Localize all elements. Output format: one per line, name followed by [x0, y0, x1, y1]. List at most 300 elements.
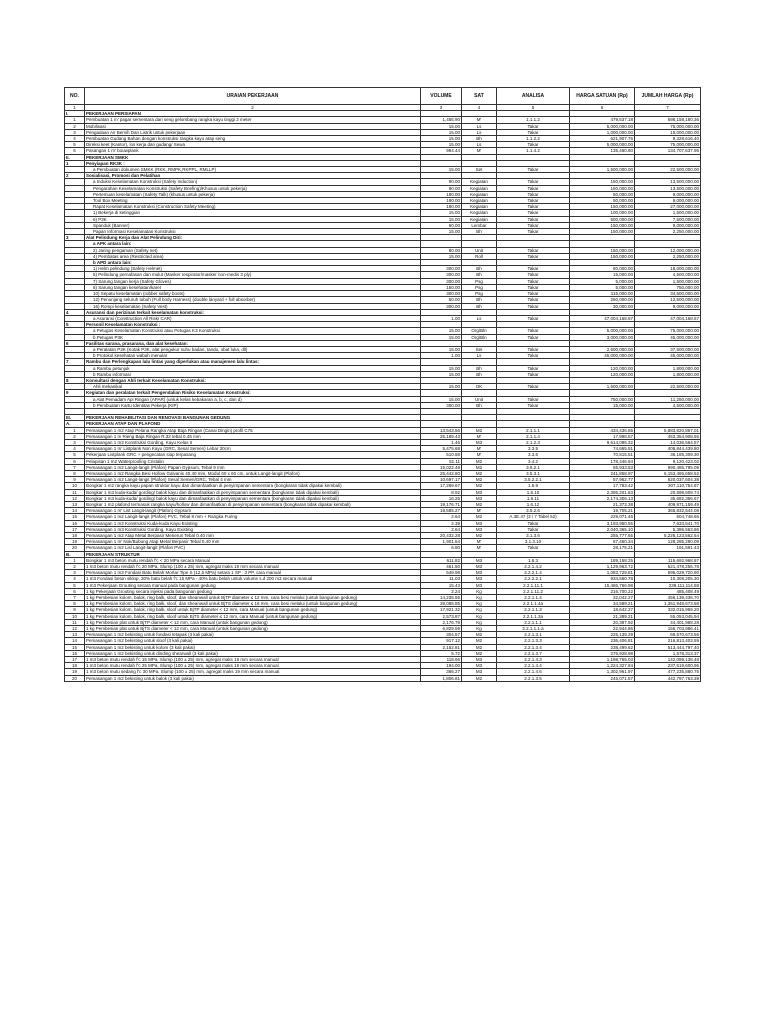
- cell-harga-satuan: 20,397.92: [570, 619, 635, 625]
- cell-uraian: 1 m3 beton mutu sedang f'c 30 MPa, Slump (100 ± 25) mm, agregat maks 19 mm secara manual: [85, 669, 421, 675]
- cell-jumlah-harga: 35,682,356.67: [635, 495, 701, 501]
- cell-volume: 5.72: [421, 650, 462, 656]
- cell-uraian: 6) P3K: [85, 216, 421, 222]
- cell-no: 14: [65, 638, 85, 644]
- cell-harga-satuan: 115,000.00: [570, 291, 635, 297]
- cell-volume: 50.00: [421, 297, 462, 303]
- cell-uraian: Pengadaan Air Bersih Dan Listrik untuk pekerjaan: [85, 129, 421, 135]
- cell-satuan: Kg: [462, 601, 497, 607]
- cell-analisa: Takar: [497, 198, 570, 204]
- cell-satuan: Ls: [462, 123, 497, 129]
- table-row: [65, 675, 701, 681]
- cell-uraian: Pemasangan 1 m2 Rangka Besi Hollow Galvanis 40.40 mm, Modul 60 x 60 cm, untuk Langit-langit (Plafon): [85, 470, 421, 476]
- cell-volume: 13,543.56: [421, 427, 462, 433]
- cell-satuan: Psg: [462, 278, 497, 284]
- cell-volume: 51.11: [421, 458, 462, 464]
- cell-volume: 10,697.17: [421, 477, 462, 483]
- cell-harga-satuan: 500,000.00: [570, 216, 635, 222]
- cell-jumlah-harga: 13,500,000.00: [635, 179, 701, 185]
- cell-satuan: Kegiatan: [462, 185, 497, 191]
- cell-satuan: M2: [462, 501, 497, 507]
- cell-analisa: Takar: [497, 272, 570, 278]
- cell-harga-satuan: 5,000,000.00: [570, 142, 635, 148]
- cell-satuan: Kegiatan: [462, 179, 497, 185]
- cell-uraian: Pemasangan 1 m3 Konstruksi Gording, Kayu Kelas II: [85, 439, 421, 445]
- cell-harga-satuan: 5,000,000.00: [570, 123, 635, 129]
- header-uraian: URAIAN PEKERJAAN: [85, 88, 421, 105]
- cell-no: 4: [65, 446, 85, 452]
- column-number: 4: [462, 105, 497, 111]
- cell-uraian: Direksi keet (Kantor), los kerja dan gudang/ Sewa: [85, 142, 421, 148]
- cell-harga-satuan: 18,642.27: [570, 607, 635, 613]
- cell-analisa: Takar: [497, 297, 570, 303]
- cell-volume: 80.00: [421, 247, 462, 253]
- cell-no: 2: [65, 173, 85, 179]
- cell-no: 20: [65, 675, 85, 681]
- cell-analisa: 2.2.1.3.1: [497, 632, 570, 638]
- cell-volume: 180.00: [421, 204, 462, 210]
- cell-jumlah-harga: 1,351,948,673.68: [635, 601, 701, 607]
- cell-jumlah-harga: 1,578,313.37: [635, 650, 701, 656]
- cell-volume: 15.00: [421, 365, 462, 371]
- cell-jumlah-harga: 365,832,544.08: [635, 508, 701, 514]
- cell-uraian: Pemasangan 1 m2 Atap Pelana Rangka Atap Baja Ringan (Canai Dingin) profil C75: [85, 427, 421, 433]
- cell-analisa: 2.2.1.3.3: [497, 638, 570, 644]
- cell-no: 3: [65, 439, 85, 445]
- cell-uraian: Pelapisan 1 m2 Waterproofing Cristalin: [85, 458, 421, 464]
- cell-uraian: 1 kg Pembesian kolom, balok, ring balk, sloof untuk BjTS diameter ≤ 12 mm, cara Manual (untuk bangunan gedung): [85, 613, 421, 619]
- cell-jumlah-harga: 27,000,000.00: [635, 204, 701, 210]
- column-number: 6: [570, 105, 635, 111]
- cell-jumlah-harga: 596,029,720.90: [635, 570, 701, 576]
- cell-harga-satuan: 19,705.21: [570, 508, 635, 514]
- header-sat: SAT: [462, 88, 497, 105]
- cell-uraian: 7) Sarung tangan kerja (Safety Gloves): [85, 278, 421, 284]
- cell-volume: 2,573.87: [421, 613, 462, 619]
- cell-harga-satuan: 5,000,000.00: [570, 328, 635, 334]
- cell-uraian: Bongkar 1 m3 kuda-kuda/ gording/ balok kayu dan dimanfaatkan di penyimpanan sementara (bongkaran tidak dipakai kembali): [85, 489, 421, 495]
- cell-no: 13: [65, 632, 85, 638]
- cell-volume: 20,432.28: [421, 533, 462, 539]
- cell-analisa: 2.2.2.2.1: [497, 576, 570, 582]
- cell-satuan: Kegiatan: [462, 204, 497, 210]
- cell-harga-satuan: 67,460.34: [570, 539, 635, 545]
- cell-harga-satuan: 135,460.80: [570, 148, 635, 154]
- cell-no: 3: [65, 129, 85, 135]
- cell-uraian: a Pembuatan dokumen SMKK (RKK, RMPK,RKPPL, RMLLP): [85, 167, 421, 173]
- cell-jumlah-harga: 11,250,000.00: [635, 396, 701, 402]
- cell-jumlah-harga: 9,328,616.40: [635, 136, 701, 142]
- cell-uraian: b Petugas P3K: [85, 334, 421, 340]
- cell-no: 1: [65, 557, 85, 563]
- cell-analisa: 2.2.1.1.1: [497, 619, 570, 625]
- table-header: [65, 88, 701, 111]
- cell-harga-satuan: 1,500,000.00: [570, 167, 635, 173]
- cell-jumlah-harga: 45,000,000.00: [635, 334, 701, 340]
- cell-no: III.: [65, 415, 85, 421]
- cell-satuan: Kegiatan: [462, 210, 497, 216]
- header-harga-satuan: HARGA SATUAN (Rp): [570, 88, 635, 105]
- cell-jumlah-harga: 10,308,205.30: [635, 576, 701, 582]
- cell-satuan: M3: [462, 495, 497, 501]
- cell-uraian: 1 m3 beton mutu rendah f'c 15 MPa, Slump (100 ± 25) mm, agregat maks 19 mm secara manual: [85, 657, 421, 663]
- cell-uraian: a Rambu petunjuk: [85, 365, 421, 371]
- cell-no: 20: [65, 545, 85, 551]
- cell-no: 11: [65, 489, 85, 495]
- cell-analisa: Takar: [497, 185, 570, 191]
- cell-jumlah-harga: 5,226,123,562.54: [635, 533, 701, 539]
- cell-no: 6: [65, 588, 85, 594]
- cell-satuan: M3: [462, 489, 497, 495]
- cell-jumlah-harga: 1,500,000.00: [635, 210, 701, 216]
- cell-uraian: 8) Sarung tangan kesehatan/karet: [85, 284, 421, 290]
- cell-satuan: Roll: [462, 253, 497, 259]
- cell-uraian: a Petugas Keselamatan Konstruksi atau Petugas K3 Konstruksi: [85, 328, 421, 334]
- cell-harga-satuan: 1,129,963.72: [570, 564, 635, 570]
- cell-jumlah-harga: 47,004,168.67: [635, 315, 701, 321]
- cell-uraian: Mobilisasi: [85, 123, 421, 129]
- cell-volume: 15.00: [421, 210, 462, 216]
- cell-uraian: 1 m3 beton mutu rendah f'c 20 MPa, Slump (100 ± 25) mm, agregat maks 19 mm secara manual: [85, 564, 421, 570]
- cell-analisa: Takar: [497, 545, 570, 551]
- cell-uraian: Pemasangan 1 m2 Langit-langit (Plafon) Sesal Semen/GRC, Tebal 4 mm: [85, 477, 421, 483]
- cell-uraian: 1 kg Pembesian kolom, balok, ring balk, sloof, dan sheanwall untuk BjTS diameter ≤ 16 mm, cara besi melalui (untuk bangunan gedung): [85, 601, 421, 607]
- cell-harga-satuan: 255,777.65: [570, 533, 635, 539]
- cell-no: I.: [65, 111, 85, 117]
- cell-analisa: Takar: [497, 353, 570, 359]
- cell-satuan: M': [462, 452, 497, 458]
- cell-volume: 180.00: [421, 191, 462, 197]
- cell-analisa: Takar: [497, 315, 570, 321]
- cell-satuan: M3: [462, 669, 497, 675]
- cell-harga-satuan: 3,000,000.00: [570, 334, 635, 340]
- cell-satuan: M3: [462, 582, 497, 588]
- cell-satuan: M2: [462, 533, 497, 539]
- cell-jumlah-harga: 408,844,439.80: [635, 446, 701, 452]
- cell-satuan: Ls: [462, 142, 497, 148]
- cell-satuan: M3: [462, 657, 497, 663]
- cell-harga-satuan: 275,928.98: [570, 650, 635, 656]
- cell-no: 3: [65, 570, 85, 576]
- cell-uraian: Pemasangan 1 m' Nok/Bubung Atap Metal Berpasir Tebal 0.40 mm: [85, 539, 421, 545]
- cell-analisa: Takar: [497, 384, 570, 390]
- cell-volume: 917.12: [421, 638, 462, 644]
- cell-harga-satuan: 2,040,365.10: [570, 526, 635, 532]
- cell-no: 10: [65, 613, 85, 619]
- cell-volume: 15,022.49: [421, 464, 462, 470]
- cell-harga-satuan: 250,000.00: [570, 297, 635, 303]
- cell-analisa: Takar: [497, 526, 570, 532]
- cell-jumlah-harga: 4,500,000.00: [635, 402, 701, 408]
- cell-no: 15: [65, 644, 85, 650]
- cell-analisa: 2.2.1.11.2: [497, 588, 570, 594]
- cell-analisa: Takar: [497, 253, 570, 259]
- cell-uraian: Pemasangan 1 m3 Konstruksi Gording, Kayu Existing: [85, 526, 421, 532]
- cell-jumlah-harga: 5,883,820,867.01: [635, 427, 701, 433]
- cell-volume: 11.03: [421, 576, 462, 582]
- cell-jumlah-harga: 2,250,000.00: [635, 253, 701, 259]
- cell-no: 2: [65, 123, 85, 129]
- cell-uraian: Rapat Keselamatan Konstruksi (Construction Safety Meeting): [85, 204, 421, 210]
- cell-jumlah-harga: 13,500,000.00: [635, 185, 701, 191]
- cell-satuan: Bh: [462, 297, 497, 303]
- cell-volume: 39,085.85: [421, 601, 462, 607]
- cell-volume: 1,806.81: [421, 675, 462, 681]
- cell-satuan: M3: [462, 439, 497, 445]
- cell-jumlah-harga: 620,037,604.38: [635, 477, 701, 483]
- cell-satuan: Ls: [462, 353, 497, 359]
- cell-satuan: Kg: [462, 595, 497, 601]
- cell-no: 9: [65, 607, 85, 613]
- cell-uraian: PEKERJAAN STRUKTUR: [85, 551, 421, 557]
- cell-satuan: Bh: [462, 303, 497, 309]
- cell-harga-satuan: 32,042.27: [570, 595, 635, 601]
- cell-analisa: 2.2.1.3.4: [497, 644, 570, 650]
- cell-analisa: Takar: [497, 346, 570, 352]
- cell-satuan: M': [462, 539, 497, 545]
- cell-analisa: Takar: [497, 204, 570, 210]
- cell-jumlah-harga: 44,401,988.28: [635, 619, 701, 625]
- cell-volume: 300.00: [421, 272, 462, 278]
- cell-jumlah-harga: 456,139,436.70: [635, 595, 701, 601]
- cell-analisa: Takar: [497, 123, 570, 129]
- cell-satuan: M2: [462, 644, 497, 650]
- cell-no: 7: [65, 595, 85, 601]
- cell-uraian: Rambu dan Perlengkapan lalu lintas yang diperlukan atau manajemen lalu lintas:: [85, 359, 421, 365]
- cell-analisa: Takar: [497, 222, 570, 228]
- column-number: 1: [65, 105, 85, 111]
- cell-analisa: 3.1.3.6: [497, 533, 570, 539]
- cell-jumlah-harga: 20,599,509.74: [635, 489, 701, 495]
- cell-uraian: Pemasangan 1 m2 bekisting untuk fondasi tetapak (3 kali pakai): [85, 632, 421, 638]
- cell-uraian: b Protokol kesehatan wabah menular: [85, 353, 421, 359]
- cell-satuan: Psg: [462, 291, 497, 297]
- cell-volume: 90.00: [421, 179, 462, 185]
- cell-analisa: 2.2.1.4.3: [497, 657, 570, 663]
- cell-jumlah-harga: 750,000.00: [635, 284, 701, 290]
- cell-satuan: Bh: [462, 272, 497, 278]
- cell-no: 4: [65, 309, 85, 315]
- cell-jumlah-harga: 239,111,114.58: [635, 582, 701, 588]
- cell-harga-satuan: 28,175.21: [570, 545, 635, 551]
- cell-harga-satuan: 150,000.00: [570, 229, 635, 235]
- cell-no: B.: [65, 551, 85, 557]
- cell-volume: 16.25: [421, 495, 462, 501]
- cell-no: 16: [65, 650, 85, 656]
- cell-jumlah-harga: 9,000,000.00: [635, 222, 701, 228]
- cell-jumlah-harga: 75,000,000.00: [635, 328, 701, 334]
- cell-harga-satuan: 150,000.00: [570, 204, 635, 210]
- cell-harga-satuan: 2,395,201.83: [570, 489, 635, 495]
- cell-uraian: b Pembuatan Kartu Identitas Pekerja (KIP): [85, 402, 421, 408]
- cell-satuan: M2: [462, 514, 497, 520]
- cell-no: 6: [65, 340, 85, 346]
- cell-volume: 90.00: [421, 185, 462, 191]
- cell-no: 7: [65, 359, 85, 365]
- cell-satuan: Set: [462, 346, 497, 352]
- cell-analisa: 3.5.2.1: [497, 464, 570, 470]
- cell-harga-satuan: 22,944.86: [570, 626, 635, 632]
- cell-no: 1: [65, 160, 85, 166]
- cell-analisa: Takar: [497, 266, 570, 272]
- cell-jumlah-harga: 4,500,000.00: [635, 272, 701, 278]
- cell-uraian: PEKERJAAN ATAP DAN PLAFOND: [85, 421, 421, 427]
- cell-harga-satuan: 236,406.81: [570, 638, 635, 644]
- cell-jumlah-harga: 36,185,309.30: [635, 452, 701, 458]
- cell-satuan: Bh: [462, 365, 497, 371]
- cell-uraian: 5) Pelindung pernafasan dan mulut (Masker respirator/masker non-medis 3 ply): [85, 272, 421, 278]
- cell-uraian: Bongkar 1 m2 rangka kayu papan struktur kayu dan dimanfaatkan di penyimpanan sementara (bongkaran tidak dipakai kembali): [85, 483, 421, 489]
- cell-volume: 194.00: [421, 663, 462, 669]
- cell-harga-satuan: 15,000.00: [570, 272, 635, 278]
- cell-satuan: Bh: [462, 266, 497, 272]
- rab-table: [64, 87, 701, 682]
- cell-volume: 1,901.64: [421, 539, 462, 545]
- cell-satuan: Ls: [462, 129, 497, 135]
- cell-satuan: Kg: [462, 626, 497, 632]
- cell-satuan: M2: [462, 470, 497, 476]
- cell-satuan: Kg: [462, 619, 497, 625]
- cell-harga-satuan: 2,174,306.13: [570, 495, 635, 501]
- cell-no: 19: [65, 539, 85, 545]
- cell-harga-satuan: 241,858.97: [570, 470, 635, 476]
- cell-satuan: Unit: [462, 247, 497, 253]
- cell-analisa: A.3E.47 (3 / 7 Tabel 52): [497, 514, 570, 520]
- cell-volume: 15.00: [421, 396, 462, 402]
- cell-harga-satuan: 434,436.85: [570, 427, 635, 433]
- column-number: 2: [85, 105, 421, 111]
- cell-uraian: 1 m3 Pekerjaan Grouting secara manual pada bangunan gedung: [85, 582, 421, 588]
- cell-satuan: Unit: [462, 396, 497, 402]
- cell-no: 5: [65, 582, 85, 588]
- cell-harga-satuan: 934,560.78: [570, 576, 635, 582]
- cell-volume: 15.00: [421, 328, 462, 334]
- cell-volume: 17,269.67: [421, 483, 462, 489]
- cell-uraian: Pemasangan 1 m2 bekisting untuk dinding shearwall (3 kali pakai): [85, 650, 421, 656]
- cell-harga-satuan: 100,000.00: [570, 210, 635, 216]
- cell-analisa: 2.2.1.4.6: [497, 669, 570, 675]
- cell-uraian: Personil Keselamatan Konstruksi :: [85, 322, 421, 328]
- cell-jumlah-harga: 75,000,000.00: [635, 123, 701, 129]
- cell-volume: 6.80: [421, 545, 462, 551]
- cell-volume: 1.00: [421, 315, 462, 321]
- cell-jumlah-harga: 9,120,423.02: [635, 458, 701, 464]
- cell-uraian: Ahli mekanikal: [85, 384, 421, 390]
- cell-volume: 304.57: [421, 632, 462, 638]
- cell-uraian: 2) Jaring pengaman (Safety net): [85, 247, 421, 253]
- cell-uraian: PEKERJAAN REHABILITASI DAN RENOVASI BANGUNAN GEDUNG: [85, 415, 421, 421]
- cell-no: 8: [65, 377, 85, 383]
- cell-uraian: Pengarahan Keselamatan Konstruksi (Safety Briefing)/Khusus untuk pekerja): [85, 185, 421, 191]
- cell-analisa: Takar: [497, 278, 570, 284]
- cell-volume: 300.00: [421, 402, 462, 408]
- header-jumlah-harga: JUMLAH HARGA (Rp): [635, 88, 701, 105]
- cell-no: 14: [65, 508, 85, 514]
- cell-jumlah-harga: 485,408.49: [635, 588, 701, 594]
- cell-uraian: PEKERJAAN SMKK: [85, 154, 421, 160]
- cell-harga-satuan: 229,071.46: [570, 514, 635, 520]
- cell-uraian: 16) Rompi keselamatan (Safety Vest): [85, 303, 421, 309]
- cell-satuan: M2: [462, 638, 497, 644]
- cell-uraian: Bongkar 1 m3 beton mutu rendah f'c < 20 MPa secara Manual: [85, 557, 421, 563]
- cell-uraian: 1) Bekerja di ketinggian: [85, 210, 421, 216]
- cell-jumlah-harga: 5,386,563.86: [635, 526, 701, 532]
- cell-jumlah-harga: 128,285,280.09: [635, 539, 701, 545]
- cell-satuan: M3: [462, 564, 497, 570]
- column-number: 3: [421, 105, 462, 111]
- cell-harga-satuan: 150,000.00: [570, 247, 635, 253]
- cell-jumlah-harga: 191,591.43: [635, 545, 701, 551]
- cell-no: 6: [65, 458, 85, 464]
- cell-volume: 549.98: [421, 570, 462, 576]
- cell-harga-satuan: 150,000.00: [570, 253, 635, 259]
- cell-satuan: M': [462, 148, 497, 154]
- cell-satuan: Ls: [462, 315, 497, 321]
- header-no: NO.: [65, 88, 85, 105]
- cell-satuan: Psg: [462, 284, 497, 290]
- cell-analisa: Takar: [497, 328, 570, 334]
- cell-satuan: M2: [462, 483, 497, 489]
- cell-analisa: 1.6.9: [497, 483, 570, 489]
- cell-jumlah-harga: 2,250,000.00: [635, 229, 701, 235]
- cell-satuan: Bh: [462, 402, 497, 408]
- cell-volume: 15.00: [421, 136, 462, 142]
- cell-no: 15: [65, 514, 85, 520]
- cell-volume: 300.00: [421, 266, 462, 272]
- cell-volume: 2.39: [421, 520, 462, 526]
- cell-harga-satuan: 1,000,000.00: [570, 129, 635, 135]
- cell-volume: 5,475.68: [421, 446, 462, 452]
- cell-harga-satuan: 74,665.51: [570, 446, 635, 452]
- cell-analisa: 2.2.1.1.1.a: [497, 626, 570, 632]
- cell-volume: 18,585.27: [421, 508, 462, 514]
- cell-harga-satuan: 9,614,085.32: [570, 439, 635, 445]
- cell-satuan: M2: [462, 464, 497, 470]
- cell-jumlah-harga: 453,354,908.55: [635, 433, 701, 439]
- cell-volume: 6,829.59: [421, 626, 462, 632]
- header-volume: VOLUME: [421, 88, 462, 105]
- cell-no: 9: [65, 477, 85, 483]
- cell-uraian: Asuransi dan perizinan terkait keselamatan konstruksi:: [85, 309, 421, 315]
- cell-uraian: Pemasangan 1 m' List Langit-langit (Plafon) Gypsum: [85, 508, 421, 514]
- cell-analisa: 1.6.3: [497, 557, 570, 563]
- cell-harga-satuan: 45,000,000.00: [570, 353, 635, 359]
- cell-uraian: Pemasangan 1 m2 bekisting untuk sloof (3 kali pakai): [85, 638, 421, 644]
- cell-analisa: 2.2.1.3.7: [497, 650, 570, 656]
- cell-uraian: Pembuatan Gudang Bahan dengan konstruksi rangka kayu atap seng: [85, 136, 421, 142]
- cell-uraian: Pemasangan 1 m2 Atap Metal Berpasir Menerus Tebal 0.40 mm: [85, 533, 421, 539]
- cell-analisa: 1.1.1.2: [497, 117, 570, 123]
- cell-jumlah-harga: 442,797,763.39: [635, 675, 701, 681]
- cell-volume: 15.00: [421, 129, 462, 135]
- cell-jumlah-harga: 9,000,000.00: [635, 303, 701, 309]
- cell-harga-satuan: 17,998.57: [570, 433, 635, 439]
- cell-harga-satuan: 150,000.00: [570, 185, 635, 191]
- cell-jumlah-harga: 34,500,000.00: [635, 291, 701, 297]
- cell-uraian: a Asuransi (Construction All Risk/ CAR): [85, 315, 421, 321]
- cell-analisa: 2.2.1.4.4: [497, 663, 570, 669]
- cell-harga-satuan: 17,783.42: [570, 483, 635, 489]
- cell-volume: 300.00: [421, 278, 462, 284]
- cell-harga-satuan: 621,907.76: [570, 136, 635, 142]
- cell-analisa: Takar: [497, 216, 570, 222]
- cell-no: A.: [65, 421, 85, 427]
- cell-satuan: Kegiatan: [462, 198, 497, 204]
- cell-satuan: M2: [462, 632, 497, 638]
- cell-uraian: Pemasangan 1 m2 Langit-langit (Plafon) PVC, Tebal 8 mm + Rangka Furing: [85, 514, 421, 520]
- cell-jumlah-harga: 477,235,880.75: [635, 669, 701, 675]
- cell-uraian: Konsultasi dengan Ahli terkait Keselamatan Konstruksi:: [85, 377, 421, 383]
